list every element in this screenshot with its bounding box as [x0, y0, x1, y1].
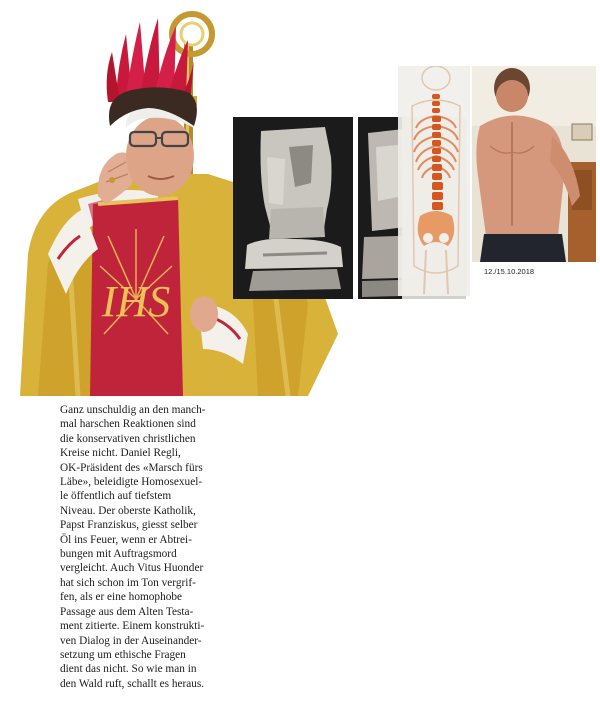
article-line: bungen mit Auftragsmord	[60, 548, 177, 561]
article-line: Papst Franziskus, giesst selber	[60, 519, 198, 532]
article-line: den Wald ruft, schallt es heraus.	[60, 677, 205, 690]
article-line: dient das nicht. So wie man in	[60, 663, 197, 676]
article-line: ment zitierte. Einem konstrukti-	[60, 620, 205, 633]
article-line: le öffentlich auf tiefstem	[60, 490, 172, 503]
article-paragraph	[60, 403, 230, 691]
svg-text:IHS: IHS	[101, 277, 171, 326]
article-line: ven Dialog in der Auseinander-	[60, 634, 202, 647]
back-photo	[472, 66, 596, 262]
article-line: Läbe», beleidigte Homosexuel-	[60, 476, 203, 489]
article-line: vergleicht. Auch Vitus Huonder	[60, 562, 204, 575]
article-line: Ganz unschuldig an den manch-	[60, 404, 206, 416]
article-line: Öl ins Feuer, wenn er Abtrei-	[60, 533, 192, 546]
article-line: Passage aus dem Alten Testa-	[60, 605, 194, 618]
article-line: hat sich schon im Ton vergrif-	[60, 576, 196, 589]
article-line: OK-Präsident des «Marsch fürs	[60, 461, 203, 474]
article-line: die konservativen christlichen	[60, 432, 196, 445]
bishop-face	[126, 116, 194, 196]
sculpture-photo-front	[233, 117, 353, 299]
photo-date-caption: 12./15.10.2018	[484, 267, 535, 276]
article-line: Kreise nicht. Daniel Regli,	[60, 447, 181, 460]
article-line: setzung um ethische Fragen	[60, 648, 186, 661]
article-line: fen, als er eine homophobe	[60, 591, 183, 604]
article-line: mal harschen Reaktionen sind	[60, 418, 196, 431]
spine-anatomy-overlay	[398, 66, 470, 296]
article-line: Niveau. Der oberste Katholik,	[60, 504, 196, 517]
